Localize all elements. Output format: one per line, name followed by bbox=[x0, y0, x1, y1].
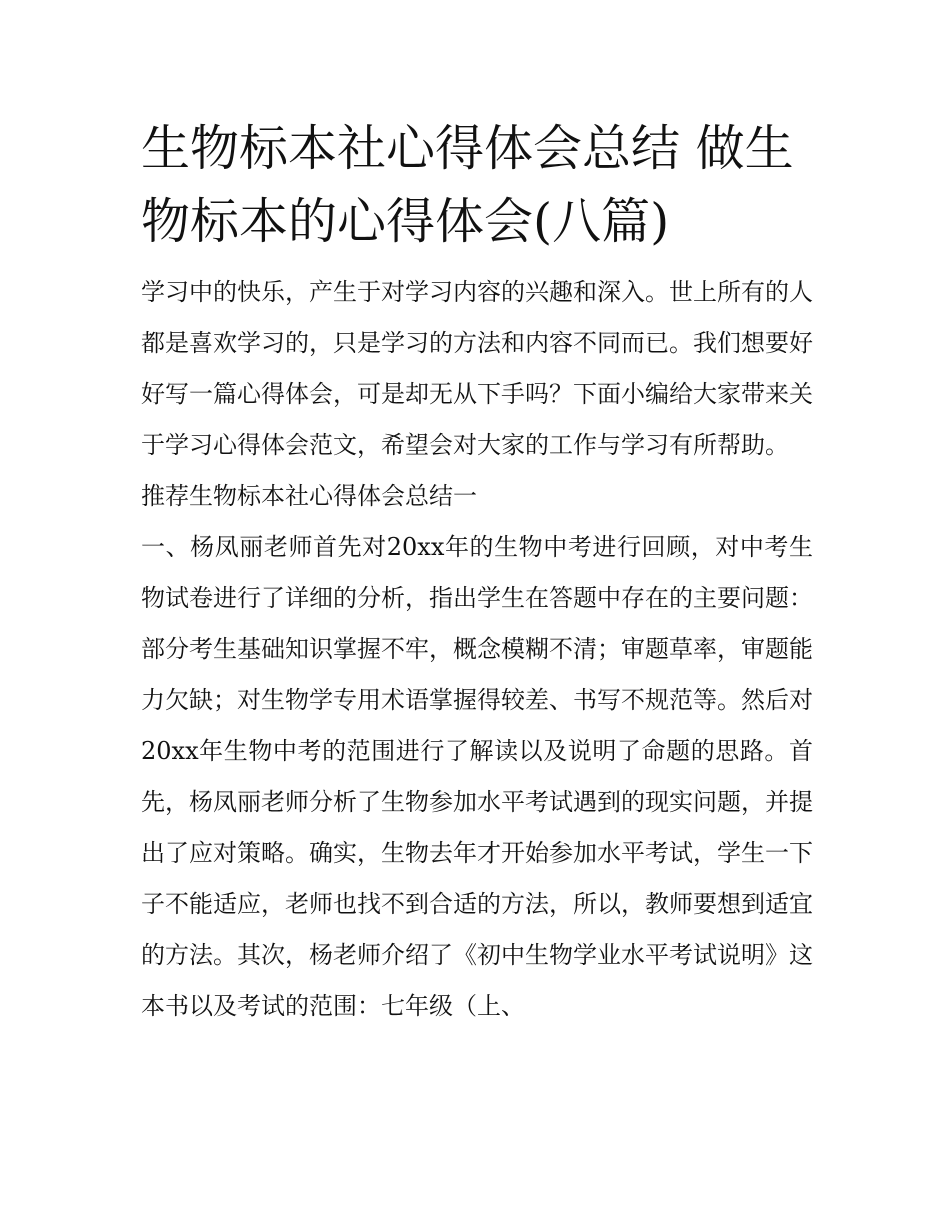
document-title: 生物标本社心得体会总结 做生物标本的心得体会(八篇) bbox=[141, 120, 794, 250]
document-page bbox=[141, 112, 813, 1032]
body-paragraph: 一、杨凤丽老师首先对20xx年的生物中考进行回顾，对中考生物试卷进行了详细的分析，指出学生在答题中存在的主要问题：部分考生基础知识掌握不牢，概念模糊不清；审题草率，审题能力欠缺；对生物学专用术语掌握得较差、书写不规范等。然后对20xx年生物中考的范围进行了解读以及说明了命题的思路。首先，杨凤丽老师分析了生物参加水平考试遇到的现实问题，并提出了应对策略。确实，生物去年才开始参加水平考试，学生一下子不能适应，老师也找不到合适的方法，所以，教师要想到适宜的方法。其次，杨老师介绍了《初中生物学业水平考试说明》这本书以及考试的范围：七年级（上、 bbox=[141, 533, 813, 1020]
intro-paragraph: 学习中的快乐，产生于对学习内容的兴趣和深入。世上所有的人都是喜欢学习的，只是学习的方法和内容不同而已。我们想要好好写一篇心得体会，可是却无从下手吗？下面小编给大家带来关于学习心得体会范文，希望会对大家的工作与学习有所帮助。 bbox=[141, 278, 813, 459]
section-heading: 推荐生物标本社心得体会总结一 bbox=[141, 482, 477, 510]
